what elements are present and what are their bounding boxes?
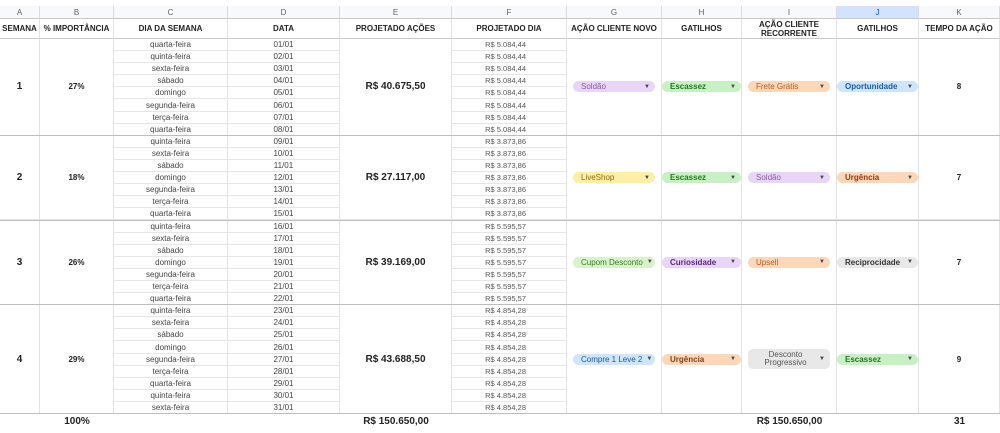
recurring-client-action-dropdown-cell (742, 305, 837, 414)
new-client-action-dropdown-label: Compre 1 Leve 2 (581, 354, 643, 364)
header-semana: SEMANA (0, 19, 40, 39)
importance-cell[interactable]: 26% (40, 221, 114, 306)
date-cell[interactable]: 26/01 (228, 342, 340, 354)
trigger-dropdown-label: Escassez (670, 82, 707, 92)
projected-actions-cell[interactable]: R$ 43.688,50 (340, 305, 452, 414)
action-time-cell[interactable]: 7 (919, 136, 1000, 221)
date-cell[interactable]: 23/01 (228, 305, 340, 317)
day-of-week-cell[interactable]: terça-feira (114, 112, 228, 124)
recurring-client-action-dropdown-cell (742, 136, 837, 221)
date-cell[interactable]: 08/01 (228, 124, 340, 136)
day-of-week-cell[interactable]: quarta-feira (114, 124, 228, 136)
chevron-down-icon: ▼ (730, 356, 736, 363)
trigger-dropdown[interactable] (662, 354, 741, 365)
column-header-3[interactable]: D (228, 6, 340, 19)
trigger-dropdown-label: Oportunidade (845, 82, 898, 92)
daily-projection-cell[interactable]: R$ 3.873,86 (452, 172, 567, 184)
chevron-down-icon: ▼ (644, 174, 650, 181)
chevron-down-icon: ▼ (644, 83, 650, 90)
new-client-action-dropdown[interactable] (573, 257, 655, 268)
column-header-1[interactable]: B (40, 6, 114, 19)
chevron-down-icon: ▼ (907, 259, 913, 266)
trigger-dropdown-cell (837, 305, 919, 414)
day-of-week-cell[interactable]: domingo (114, 257, 228, 269)
trigger-dropdown[interactable] (662, 81, 741, 92)
trigger-dropdown-label: Curiosidade (670, 257, 717, 267)
recurring-client-action-dropdown[interactable] (748, 81, 830, 92)
day-of-week-cell[interactable]: domingo (114, 172, 228, 184)
header-tempo: TEMPO DA AÇÃO (919, 19, 1000, 39)
chevron-down-icon: ▼ (907, 174, 913, 181)
day-of-week-cell[interactable]: domingo (114, 342, 228, 354)
day-of-week-cell[interactable]: sábado (114, 160, 228, 172)
day-of-week-cell[interactable]: domingo (114, 87, 228, 99)
daily-projection-cell[interactable]: R$ 5.595,57 (452, 221, 567, 233)
chevron-down-icon: ▼ (646, 259, 653, 266)
daily-projection-cell[interactable]: R$ 5.595,57 (452, 293, 567, 305)
date-cell[interactable]: 24/01 (228, 317, 340, 329)
action-time-cell[interactable]: 7 (919, 221, 1000, 306)
date-cell[interactable]: 16/01 (228, 221, 340, 233)
trigger-dropdown-label: Urgência (845, 173, 880, 183)
date-cell[interactable]: 09/01 (228, 136, 340, 148)
column-header-5[interactable]: F (452, 6, 567, 19)
day-of-week-cell[interactable]: segunda-feira (114, 354, 228, 366)
chevron-down-icon: ▼ (730, 174, 736, 181)
daily-projection-cell[interactable]: R$ 3.873,86 (452, 148, 567, 160)
day-of-week-cell[interactable]: sexta-feira (114, 402, 228, 414)
daily-projection-cell[interactable]: R$ 4.854,28 (452, 305, 567, 317)
date-cell[interactable]: 02/01 (228, 51, 340, 63)
trigger-dropdown-label: Reciprocidade (845, 257, 901, 267)
column-header-10[interactable]: K (919, 6, 1000, 19)
chevron-down-icon: ▼ (730, 259, 736, 266)
header-importancia: % IMPORTÂNCIA (40, 19, 114, 39)
day-of-week-cell[interactable]: quarta-feira (114, 378, 228, 390)
day-of-week-cell[interactable]: terça-feira (114, 366, 228, 378)
new-client-action-dropdown-label: LiveShop (581, 173, 615, 183)
recurring-client-action-dropdown-label: Soldão (756, 173, 781, 183)
date-cell[interactable]: 01/01 (228, 39, 340, 51)
projected-actions-cell[interactable]: R$ 40.675,50 (340, 39, 452, 136)
date-cell[interactable]: 30/01 (228, 390, 340, 402)
header-gatilhos2: GATILHOS (837, 19, 919, 39)
recurring-client-action-dropdown-label: Desconto Progressivo (764, 350, 807, 368)
date-cell[interactable]: 05/01 (228, 87, 340, 99)
daily-projection-cell[interactable]: R$ 3.873,86 (452, 136, 567, 148)
day-of-week-cell[interactable]: quinta-feira (114, 221, 228, 233)
day-of-week-cell[interactable]: segunda-feira (114, 184, 228, 196)
header-acao_recorrente: AÇÃO CLIENTE RECORRENTE (742, 19, 837, 39)
projected-actions-cell[interactable]: R$ 39.169,00 (340, 221, 452, 306)
date-cell[interactable]: 22/01 (228, 293, 340, 305)
total-importance[interactable]: 100% (64, 415, 90, 427)
daily-projection-cell[interactable]: R$ 4.854,28 (452, 329, 567, 341)
trigger-dropdown[interactable] (662, 257, 741, 268)
daily-projection-cell[interactable]: R$ 3.873,86 (452, 196, 567, 208)
week-number-cell[interactable]: 1 (0, 39, 40, 136)
column-header-4[interactable]: E (340, 6, 452, 19)
chevron-down-icon: ▼ (907, 83, 913, 90)
action-time-cell[interactable]: 8 (919, 39, 1000, 136)
header-dia_semana: DIA DA SEMANA (114, 19, 228, 39)
date-cell[interactable]: 15/01 (228, 208, 340, 220)
daily-projection-cell[interactable]: R$ 5.084,44 (452, 100, 567, 112)
date-cell[interactable]: 07/01 (228, 112, 340, 124)
new-client-action-dropdown-cell (567, 305, 662, 414)
trigger-dropdown-cell (837, 221, 919, 306)
daily-projection-cell[interactable]: R$ 5.595,57 (452, 281, 567, 293)
daily-projection-cell[interactable]: R$ 4.854,28 (452, 378, 567, 390)
total-time[interactable]: 31 (953, 415, 966, 427)
new-client-action-dropdown[interactable] (573, 354, 655, 365)
column-header-8[interactable]: I (742, 6, 837, 19)
date-cell[interactable]: 04/01 (228, 75, 340, 87)
total-projected[interactable]: R$ 150.650,00 (363, 415, 429, 427)
date-cell[interactable]: 11/01 (228, 160, 340, 172)
date-cell[interactable]: 25/01 (228, 329, 340, 341)
daily-projection-cell[interactable]: R$ 4.854,28 (452, 390, 567, 402)
total-recurring[interactable]: R$ 150.650,00 (756, 415, 823, 427)
chevron-down-icon: ▼ (819, 83, 825, 90)
daily-projection-cell[interactable]: R$ 5.084,44 (452, 39, 567, 51)
day-of-week-cell[interactable]: sexta-feira (114, 317, 228, 329)
day-of-week-cell[interactable]: sábado (114, 329, 228, 341)
daily-projection-cell[interactable]: R$ 5.595,57 (452, 245, 567, 257)
daily-projection-cell[interactable]: R$ 5.084,44 (452, 87, 567, 99)
trigger-dropdown[interactable] (837, 257, 918, 268)
column-header-7[interactable]: H (662, 6, 742, 19)
day-of-week-cell[interactable]: quinta-feira (114, 305, 228, 317)
new-client-action-dropdown-cell (567, 136, 662, 221)
week-number-cell[interactable]: 3 (0, 221, 40, 306)
recurring-client-action-dropdown[interactable] (748, 349, 830, 369)
date-cell[interactable]: 06/01 (228, 100, 340, 112)
importance-cell[interactable]: 27% (40, 39, 114, 136)
daily-projection-cell[interactable]: R$ 5.084,44 (452, 51, 567, 63)
day-of-week-cell[interactable]: terça-feira (114, 196, 228, 208)
day-of-week-cell[interactable]: sexta-feira (114, 63, 228, 75)
date-cell[interactable]: 28/01 (228, 366, 340, 378)
trigger-dropdown-cell (662, 39, 742, 136)
day-of-week-cell[interactable]: quarta-feira (114, 208, 228, 220)
date-cell[interactable]: 14/01 (228, 196, 340, 208)
trigger-dropdown[interactable] (837, 81, 918, 92)
daily-projection-cell[interactable]: R$ 5.595,57 (452, 233, 567, 245)
trigger-dropdown-label: Urgência (670, 354, 705, 364)
daily-projection-cell[interactable]: R$ 5.084,44 (452, 75, 567, 87)
column-header-0[interactable]: A (0, 6, 40, 19)
chevron-down-icon: ▼ (907, 356, 913, 363)
chevron-down-icon: ▼ (730, 83, 736, 90)
daily-projection-cell[interactable]: R$ 3.873,86 (452, 184, 567, 196)
recurring-client-action-dropdown[interactable] (748, 257, 830, 268)
column-header-2[interactable]: C (114, 6, 228, 19)
recurring-client-action-dropdown-label: Upsell (756, 257, 779, 267)
header-projetado_dia: PROJETADO DIA (452, 19, 567, 39)
new-client-action-dropdown[interactable] (573, 172, 655, 183)
header-gatilhos1: GATILHOS (662, 19, 742, 39)
daily-projection-cell[interactable]: R$ 4.854,28 (452, 342, 567, 354)
daily-projection-cell[interactable]: R$ 5.595,57 (452, 257, 567, 269)
day-of-week-cell[interactable]: quinta-feira (114, 390, 228, 402)
trigger-dropdown-cell (662, 136, 742, 221)
date-cell[interactable]: 03/01 (228, 63, 340, 75)
day-of-week-cell[interactable]: sexta-feira (114, 233, 228, 245)
column-header-6[interactable]: G (567, 6, 662, 19)
date-cell[interactable]: 12/01 (228, 172, 340, 184)
daily-projection-cell[interactable]: R$ 4.854,28 (452, 317, 567, 329)
recurring-client-action-dropdown-label: Frete Grátis (756, 82, 799, 92)
date-cell[interactable]: 19/01 (228, 257, 340, 269)
date-cell[interactable]: 13/01 (228, 184, 340, 196)
daily-projection-cell[interactable]: R$ 4.854,28 (452, 402, 567, 414)
chevron-down-icon: ▼ (819, 174, 825, 181)
daily-projection-cell[interactable]: R$ 5.084,44 (452, 112, 567, 124)
date-cell[interactable]: 21/01 (228, 281, 340, 293)
new-client-action-dropdown-cell (567, 39, 662, 136)
column-header-9[interactable]: J (837, 6, 919, 19)
day-of-week-cell[interactable]: segunda-feira (114, 100, 228, 112)
header-data: DATA (228, 19, 340, 39)
date-cell[interactable]: 18/01 (228, 245, 340, 257)
recurring-client-action-dropdown[interactable] (748, 172, 830, 183)
date-cell[interactable]: 29/01 (228, 378, 340, 390)
daily-projection-cell[interactable]: R$ 3.873,86 (452, 160, 567, 172)
new-client-action-dropdown-label: Cupom Desconto (581, 257, 643, 267)
recurring-client-action-dropdown-cell (742, 39, 837, 136)
date-cell[interactable]: 20/01 (228, 269, 340, 281)
trigger-dropdown-label: Escassez (670, 173, 707, 183)
new-client-action-dropdown-label: Soldão (581, 82, 606, 92)
trigger-dropdown[interactable] (837, 172, 918, 183)
day-of-week-cell[interactable]: quarta-feira (114, 293, 228, 305)
new-client-action-dropdown[interactable] (573, 81, 655, 92)
trigger-dropdown[interactable] (662, 172, 741, 183)
action-time-cell[interactable]: 9 (919, 305, 1000, 414)
chevron-down-icon: ▼ (819, 356, 825, 363)
trigger-dropdown-label: Escassez (845, 354, 882, 364)
week-number-cell[interactable]: 4 (0, 305, 40, 414)
daily-projection-cell[interactable]: R$ 4.854,28 (452, 354, 567, 366)
day-of-week-cell[interactable]: quinta-feira (114, 136, 228, 148)
trigger-dropdown-cell (662, 221, 742, 306)
trigger-dropdown-cell (662, 305, 742, 414)
day-of-week-cell[interactable]: terça-feira (114, 281, 228, 293)
day-of-week-cell[interactable]: sexta-feira (114, 148, 228, 160)
header-projetado_acoes: PROJETADO AÇÕES (340, 19, 452, 39)
date-cell[interactable]: 27/01 (228, 354, 340, 366)
daily-projection-cell[interactable]: R$ 3.873,86 (452, 208, 567, 220)
week-number-cell[interactable]: 2 (0, 136, 40, 221)
chevron-down-icon: ▼ (819, 259, 825, 266)
recurring-client-action-dropdown-cell (742, 221, 837, 306)
day-of-week-cell[interactable]: quarta-feira (114, 39, 228, 51)
date-cell[interactable]: 10/01 (228, 148, 340, 160)
trigger-dropdown-cell (837, 39, 919, 136)
daily-projection-cell[interactable]: R$ 5.595,57 (452, 269, 567, 281)
day-of-week-cell[interactable]: sábado (114, 75, 228, 87)
projected-actions-cell[interactable]: R$ 27.117,00 (340, 136, 452, 221)
daily-projection-cell[interactable]: R$ 5.084,44 (452, 124, 567, 136)
trigger-dropdown-cell (837, 136, 919, 221)
header-acao_novo: AÇÃO CLIENTE NOVO (567, 19, 662, 39)
chevron-down-icon: ▼ (646, 356, 653, 363)
importance-cell[interactable]: 29% (40, 305, 114, 414)
day-of-week-cell[interactable]: quinta-feira (114, 51, 228, 63)
date-cell[interactable]: 17/01 (228, 233, 340, 245)
day-of-week-cell[interactable]: sábado (114, 245, 228, 257)
importance-cell[interactable]: 18% (40, 136, 114, 221)
daily-projection-cell[interactable]: R$ 5.084,44 (452, 63, 567, 75)
new-client-action-dropdown-cell (567, 221, 662, 306)
trigger-dropdown[interactable] (837, 354, 918, 365)
day-of-week-cell[interactable]: segunda-feira (114, 269, 228, 281)
date-cell[interactable]: 31/01 (228, 402, 340, 414)
daily-projection-cell[interactable]: R$ 4.854,28 (452, 366, 567, 378)
week-divider (0, 413, 1000, 414)
